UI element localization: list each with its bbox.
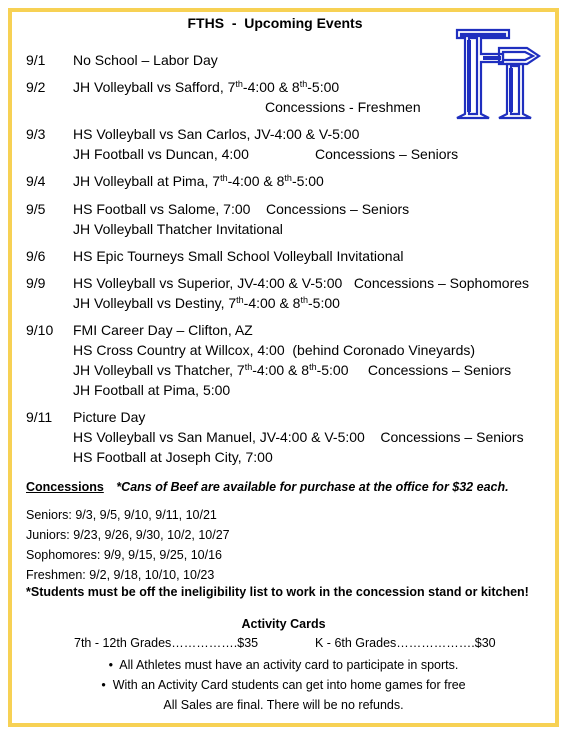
bullet-text: With an Activity Card students can get into home games for free	[112, 678, 466, 692]
eligibility-warning: *Students must be off the ineligibility list to work in the concession stand or kitchen!	[26, 585, 529, 599]
event-date: 9/6	[26, 248, 46, 264]
concessions-heading-row	[26, 480, 509, 494]
concessions-note: *Cans of Beef are available for purchase at the office for $32 each.	[116, 480, 509, 494]
event-date: 9/3	[26, 126, 46, 142]
ordinal-suffix: th	[235, 79, 243, 89]
event-date: 9/2	[26, 79, 46, 95]
event-date: 9/1	[26, 52, 46, 68]
event-line: HS Volleyball vs San Manuel, JV-4:00 & V-5:00 Concessions – Seniors	[73, 429, 524, 445]
event-date: 9/5	[26, 201, 46, 217]
event-line-text: -5:00	[307, 79, 340, 95]
activity-cards-title: Activity Cards	[241, 617, 326, 631]
concessions-row: Seniors: 9/3, 9/5, 9/10, 9/11, 10/21	[26, 508, 217, 522]
event-line-text: -5:00	[308, 295, 340, 311]
grades-high-price: 7th - 12th Grades…………….$35	[74, 636, 259, 650]
ordinal-suffix: th	[220, 173, 228, 183]
event-lines	[73, 124, 458, 164]
event-date: 9/11	[26, 409, 53, 425]
page-title: FTHS - Upcoming Events	[187, 15, 363, 31]
event-line-text: -4:00 & 8	[243, 295, 301, 311]
event-line: HS Volleyball vs San Carlos, JV-4:00 & V-5:00	[73, 126, 360, 142]
event-line-text: JH Volleyball at Pima, 7	[73, 173, 221, 189]
ordinal-suffix: th	[299, 79, 308, 89]
ordinal-suffix: th	[244, 362, 253, 372]
event-line-text: -4:00 & 8	[227, 173, 285, 189]
event-date: 9/4	[26, 173, 46, 189]
event-line: HS Epic Tourneys Small School Volleyball Invitational	[73, 248, 404, 264]
event-lines	[73, 199, 409, 239]
event-date: 9/9	[26, 275, 46, 291]
event-line	[73, 77, 421, 97]
concessions-row: Juniors: 9/23, 9/26, 9/30, 10/2, 10/27	[26, 528, 230, 542]
event-line: HS Cross Country at Willcox, 4:00 (behind Coronado Vineyards)	[73, 342, 476, 358]
event-lines	[73, 171, 324, 191]
ft-logo-icon	[445, 26, 543, 122]
event-line: HS Football vs Salome, 7:00 Concessions – Seniors	[73, 201, 410, 217]
event-line: HS Football at Joseph City, 7:00	[73, 449, 273, 465]
event-line: No School – Labor Day	[73, 52, 218, 68]
event-lines	[73, 407, 524, 467]
activity-cards-notes	[0, 655, 567, 715]
ordinal-suffix: th	[300, 295, 308, 305]
event-line: JH Volleyball Thatcher Invitational	[73, 221, 283, 237]
final-note: All Sales are final. There will be no refunds.	[163, 698, 404, 712]
event-line-text: JH Volleyball vs Thatcher, 7	[73, 362, 245, 378]
bullet-item: • With an Activity Card students can get into home games for free	[101, 678, 466, 692]
ordinal-suffix: th	[236, 295, 244, 305]
event-lines	[73, 77, 421, 117]
event-line-text: JH Volleyball vs Safford, 7	[73, 79, 236, 95]
event-lines	[73, 50, 218, 70]
event-date: 9/10	[26, 322, 54, 338]
bullet-item: • All Athletes must have an activity card to participate in sports.	[108, 658, 459, 672]
event-lines	[73, 320, 511, 400]
event-line: JH Football vs Duncan, 4:00 Concessions – Seniors	[73, 146, 459, 162]
bullet-text: All Athletes must have an activity card to participate in sports.	[119, 658, 459, 672]
event-line: FMI Career Day – Clifton, AZ	[73, 322, 253, 338]
ordinal-suffix: th	[309, 362, 317, 372]
event-line-text: JH Volleyball vs Destiny, 7	[73, 295, 237, 311]
event-line-text: -5:00	[291, 173, 324, 189]
event-lines	[73, 246, 403, 266]
grades-low-price: K - 6th Grades……………….$30	[315, 636, 496, 650]
event-line: Picture Day	[73, 409, 146, 425]
concessions-row: Sophomores: 9/9, 9/15, 9/25, 10/16	[26, 548, 222, 562]
event-line: JH Football at Pima, 5:00	[73, 382, 231, 398]
event-line-text: -5:00 Concessions – Seniors	[316, 362, 512, 378]
concessions-heading: Concessions	[26, 480, 104, 494]
ordinal-suffix: th	[284, 173, 292, 183]
concessions-list	[26, 505, 230, 585]
concessions-row: Freshmen: 9/2, 9/18, 10/10, 10/23	[26, 568, 215, 582]
event-line	[73, 360, 511, 380]
event-line: Concessions - Freshmen	[265, 99, 421, 115]
event-line-text: -4:00 & 8	[252, 362, 310, 378]
event-line: HS Volleyball vs Superior, JV-4:00 & V-5:00 Concessions – Sophomores	[73, 275, 530, 291]
event-line	[73, 293, 529, 313]
event-lines	[73, 273, 529, 313]
event-line-text: -4:00 & 8	[242, 79, 300, 95]
event-line	[73, 171, 324, 191]
